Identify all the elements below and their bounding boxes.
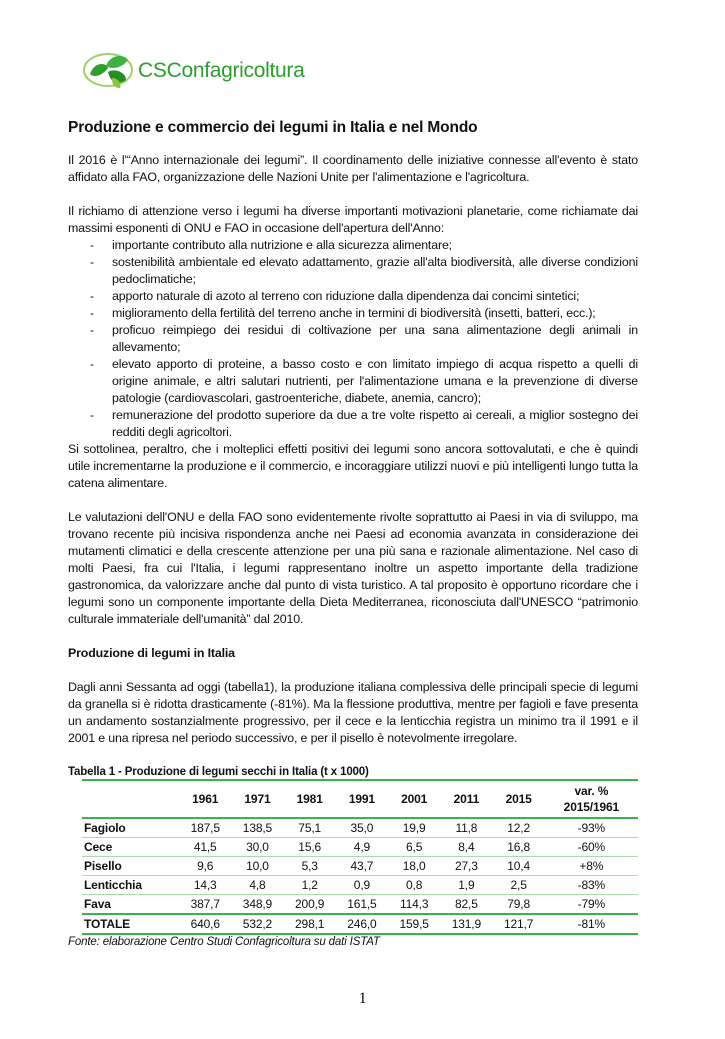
table-cell: 348,9 — [242, 897, 273, 911]
table-cell: 10,0 — [246, 859, 269, 873]
table-cell: 0,8 — [406, 878, 423, 892]
table-cell: 43,7 — [350, 859, 374, 873]
table-cell: 138,5 — [242, 821, 273, 835]
table-row — [82, 876, 638, 895]
table-cell: 114,3 — [399, 897, 429, 911]
table-cell: 75,1 — [298, 821, 322, 835]
page-number: 1 — [358, 990, 367, 1007]
table-cell: 0,9 — [353, 878, 371, 892]
table-row — [82, 818, 638, 838]
table-cell: 35,0 — [350, 821, 374, 835]
header-cell: 2015 — [505, 792, 532, 806]
paragraph: Il 2016 è l'“Anno internazionale dei legumi”. Il coordinamento delle iniziative connesse all'evento è stato affidato alla FAO, organizzazione delle Nazioni Unite per l'alimentazione e l'agricoltura. — [68, 153, 638, 184]
table-cell: 11,8 — [455, 821, 478, 835]
table-row — [82, 838, 638, 857]
table-cell: 159,5 — [399, 917, 429, 931]
list-item: - sostenibilità ambientale ed elevato adattamento, grazie all'alta biodiversità, alle diverse condizioni pedoclimatiche; — [68, 254, 638, 288]
table-cell: 30,0 — [246, 840, 269, 854]
table-cell: 121,7 — [503, 917, 534, 931]
header-cell: 1961 — [192, 792, 219, 806]
table-caption: Tabella 1 - Produzione di legumi secchi in Italia (t x 1000) — [68, 766, 369, 778]
table-cell: 246,0 — [347, 917, 377, 931]
list-item: - proficuo reimpiego dei residui di coltivazione per una sana alimentazione degli animali in allevamento; — [68, 322, 638, 356]
table-cell: 27,3 — [455, 859, 478, 873]
table-cell: 15,6 — [298, 840, 322, 854]
table-cell: 9,6 — [197, 859, 214, 873]
section-title: Produzione di legumi in Italia — [68, 646, 235, 660]
table-cell: 14,3 — [193, 878, 217, 892]
header-cell: 1981 — [296, 792, 323, 806]
table-source: Fonte: elaborazione Centro Studi Confagricoltura su dati ISTAT — [68, 936, 380, 948]
row-label: TOTALE — [84, 917, 130, 931]
table-cell: 131,9 — [451, 917, 482, 931]
paragraph: Le valutazioni dell'ONU e della FAO sono evidentemente rivolte soprattutto ai Paesi in via di sviluppo, ma trovano recente più incisiva rispondenza anche nei Paesi ad economia avanzata in considerazione dei mutamenti climatici e della crescente attenzione per una più sana e razionale alimentazione. Nel caso di molti Paesi, fra cui l'Italia, i legumi rappresentano inoltre un aspetto importante della tradizione gastronomica, da valorizzare anche dal punto di vista turistico. A tal proposito è opportuno ricordare che i legumi sono un componente importante della Dieta Mediterranea, riconosciuta dall'UNESCO “patrimonio culturale immateriale dell'umanità” dal 2010. — [68, 510, 638, 626]
logo-text: CSConfagricoltura — [138, 58, 305, 82]
table-cell: 4,9 — [353, 840, 371, 854]
bullet-list — [68, 237, 638, 441]
header-cell: 1971 — [244, 792, 271, 806]
table-cell: -93% — [577, 821, 606, 835]
table-cell: 19,9 — [402, 821, 426, 835]
page-title: Produzione e commercio dei legumi in Italia e nel Mondo — [68, 119, 478, 136]
table-cell: -83% — [577, 878, 606, 892]
row-label: Fagiolo — [84, 821, 126, 835]
table-cell: -81% — [577, 917, 606, 931]
header-cell-var — [545, 780, 638, 818]
list-item: - apporto naturale di azoto al terreno con riduzione dalla dipendenza dai concimi sintetici; — [68, 288, 638, 305]
table-cell: 532,2 — [242, 917, 273, 931]
list-item: - remunerazione del prodotto superiore da due a tre volte rispetto ai cereali, a miglior sostegno dei redditi degli agricoltori. — [68, 407, 638, 441]
table-cell: 79,8 — [507, 897, 530, 911]
header-var-line2: 2015/1961 — [563, 800, 620, 814]
list-item: - importante contributo alla nutrizione e alla sicurezza alimentare; — [68, 237, 638, 254]
table-row — [82, 857, 638, 876]
production-table — [82, 779, 638, 935]
header-cell: 1991 — [348, 792, 375, 806]
table-cell: 1,9 — [458, 878, 475, 892]
header-cell: 2011 — [453, 792, 480, 806]
row-label: Cece — [84, 840, 113, 854]
table-cell: +8% — [579, 859, 604, 873]
table-cell: -60% — [577, 840, 606, 854]
table-header-row — [82, 780, 638, 818]
table-cell: 640,6 — [190, 917, 220, 931]
table-cell: 10,4 — [507, 859, 530, 873]
table-cell: 18,0 — [402, 859, 426, 873]
header-cell — [82, 780, 179, 818]
table-cell: -79% — [577, 897, 606, 911]
table-cell: 12,2 — [507, 821, 530, 835]
logo — [82, 50, 725, 90]
paragraph: Il richiamo di attenzione verso i legumi ha diverse importanti motivazioni planetarie, come richiamate dai massimi esponenti di ONU e FAO in occasione dell'apertura dell'Anno: — [68, 204, 638, 235]
header-cell: 2001 — [401, 792, 428, 806]
header-var-line1: var. % — [574, 784, 609, 798]
table-cell: 1,2 — [301, 878, 318, 892]
list-item: - elevato apporto di proteine, a basso costo e con limitato impiego di acqua rispetto a quelli di origine animale, e altri salutari nutrienti, per l'alimentazione umana e la prevenzione di diverse patologie (cardiovascolari, gastroenteriche, diabete, anemia, cancro); — [68, 356, 638, 407]
table-cell: 298,1 — [295, 917, 325, 931]
table-cell: 161,5 — [347, 897, 377, 911]
table-cell: 200,9 — [295, 897, 325, 911]
row-label: Fava — [84, 897, 111, 911]
table-cell: 82,5 — [455, 897, 478, 911]
leaves-logo-icon — [82, 50, 134, 90]
table-cell: 8,4 — [458, 840, 475, 854]
table-cell: 41,5 — [193, 840, 217, 854]
table-cell: 5,3 — [301, 859, 318, 873]
table-row — [82, 895, 638, 915]
row-label: Pisello — [84, 859, 122, 873]
table-cell: 6,5 — [406, 840, 423, 854]
table-cell: 387,7 — [190, 897, 220, 911]
paragraph: Si sottolinea, peraltro, che i molteplici effetti positivi dei legumi sono ancora sottovalutati, e che è quindi utile incrementarne la produzione e il commercio, e incoraggiare utilizzi nuovi e più intelligenti lungo tutta la catena alimentare. — [68, 442, 638, 490]
paragraph: Dagli anni Sessanta ad oggi (tabella1), la produzione italiana complessiva delle principali specie di legumi da granella si è ridotta drasticamente (-81%). Ma la flessione produttiva, mentre per fagioli e fave presenta un andamento sostanzialmente progressivo, per il cece e la lenticchia registra un minimo tra il 1991 e il 2001 e una ripresa nel periodo successivo, e per il pisello è notevolmente irregolare. — [68, 680, 638, 745]
table-cell: 187,5 — [190, 821, 220, 835]
list-item: - miglioramento della fertilità del terreno anche in termini di biodiversità (insetti, batteri, ecc.); — [68, 305, 638, 322]
table-cell: 16,8 — [507, 840, 530, 854]
table-cell: 2,5 — [510, 878, 527, 892]
table-cell: 4,8 — [249, 878, 266, 892]
table-row — [82, 914, 638, 934]
row-label: Lenticchia — [84, 878, 142, 892]
